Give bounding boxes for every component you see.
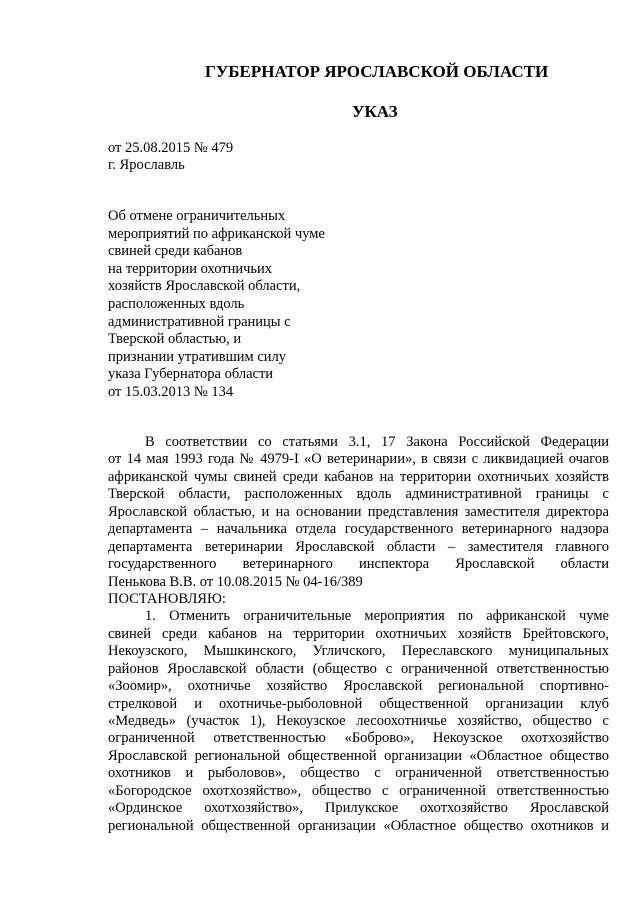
subject-line: на территории охотничьих bbox=[108, 260, 273, 277]
document-meta bbox=[108, 140, 233, 174]
preamble-line: африканской чумы свиней среди кабанов на территории охотничьих хозяйств bbox=[108, 468, 609, 485]
item1-line: свиней среди кабанов на территории охотничьих хозяйств Брейтовского, bbox=[108, 625, 609, 642]
item1-line: районов Ярославской области (общество с ограниченной ответственностью bbox=[108, 660, 609, 677]
subject-line: Тверской областью, и bbox=[108, 331, 242, 348]
item1-line: охотников и рыболовов», общество с ограниченной ответственностью bbox=[108, 765, 609, 782]
subject-line: Об отмене ограничительных bbox=[108, 208, 286, 224]
subject-line: указа Губернатора области bbox=[108, 366, 274, 383]
subject-line: от 15.03.2013 № 134 bbox=[108, 383, 234, 400]
preamble-line: Ярославской областью, и на основании представления заместителя директора bbox=[108, 503, 609, 520]
item1-line: Некоузского, Мышкинского, Угличского, Переславского муниципальных bbox=[108, 643, 609, 660]
document-subject bbox=[108, 208, 325, 402]
preamble-line: от 14 мая 1993 года № 4979-I «О ветеринарии», в связи с ликвидацией очагов bbox=[108, 451, 609, 468]
item1-line: «Ординское охотхозяйство», Прилукское охотхозяйство Ярославской bbox=[108, 800, 609, 817]
subject-line: хозяйств Ярославской области, bbox=[108, 278, 301, 295]
subject-line: мероприятий по африканской чуме bbox=[108, 225, 325, 242]
preamble-line: департамента ветеринарии Ярославской области – заместителя главного bbox=[108, 538, 609, 555]
city: г. Ярославль bbox=[108, 157, 185, 173]
subject-line: признании утратившим силу bbox=[108, 348, 287, 365]
item1-line: Ярославской региональной общественной организации «Областное общество bbox=[108, 747, 609, 764]
item1-line: 1. Отменить ограничительные мероприятия по африканской чуме bbox=[145, 608, 609, 625]
date-number: от 25.08.2015 № 479 bbox=[108, 140, 234, 156]
document-body bbox=[108, 434, 609, 835]
item1-line: стрелковой и охотничье-рыболовной общественной организации клуб bbox=[108, 695, 609, 712]
item1-line: ограниченной ответственностью «Боброво», Некоузское охотхозяйство bbox=[108, 730, 609, 747]
preamble-line: государственного ветеринарного инспектора Ярославской области bbox=[108, 556, 609, 573]
subject-line: расположенных вдоль bbox=[108, 295, 245, 312]
document-type: УКАЗ bbox=[352, 102, 398, 121]
item1-line: «Зоомир», охотничье хозяйство Ярославской региональной спортивно- bbox=[108, 678, 609, 695]
item1-line: региональной общественной организации «Областное общество охотников и bbox=[108, 817, 609, 834]
document-title: ГУБЕРНАТОР ЯРОСЛАВСКОЙ ОБЛАСТИ bbox=[205, 62, 549, 81]
preamble-line: В соответствии со статьями 3.1, 17 Закона Российской Федерации bbox=[145, 434, 609, 450]
item1-line: «Медведь» (участок 1), Некоузское лесоохотничье хозяйство, общество с bbox=[108, 713, 609, 729]
preamble-line: Пенькова В.В. от 10.08.2015 № 04-16/389 bbox=[108, 573, 363, 590]
preamble-line: Тверской области, расположенных вдоль административной границы с bbox=[108, 486, 609, 503]
subject-line: административной границы с bbox=[108, 313, 291, 330]
item1-line: «Богородское охотхозяйство», общество с ограниченной ответственностью bbox=[108, 782, 609, 799]
decree-word: ПОСТАНОВЛЯЮ: bbox=[108, 590, 226, 607]
subject-line: свиней среди кабанов bbox=[108, 243, 243, 260]
preamble-line: департамента – начальника отдела государственного ветеринарного надзора bbox=[108, 521, 609, 538]
